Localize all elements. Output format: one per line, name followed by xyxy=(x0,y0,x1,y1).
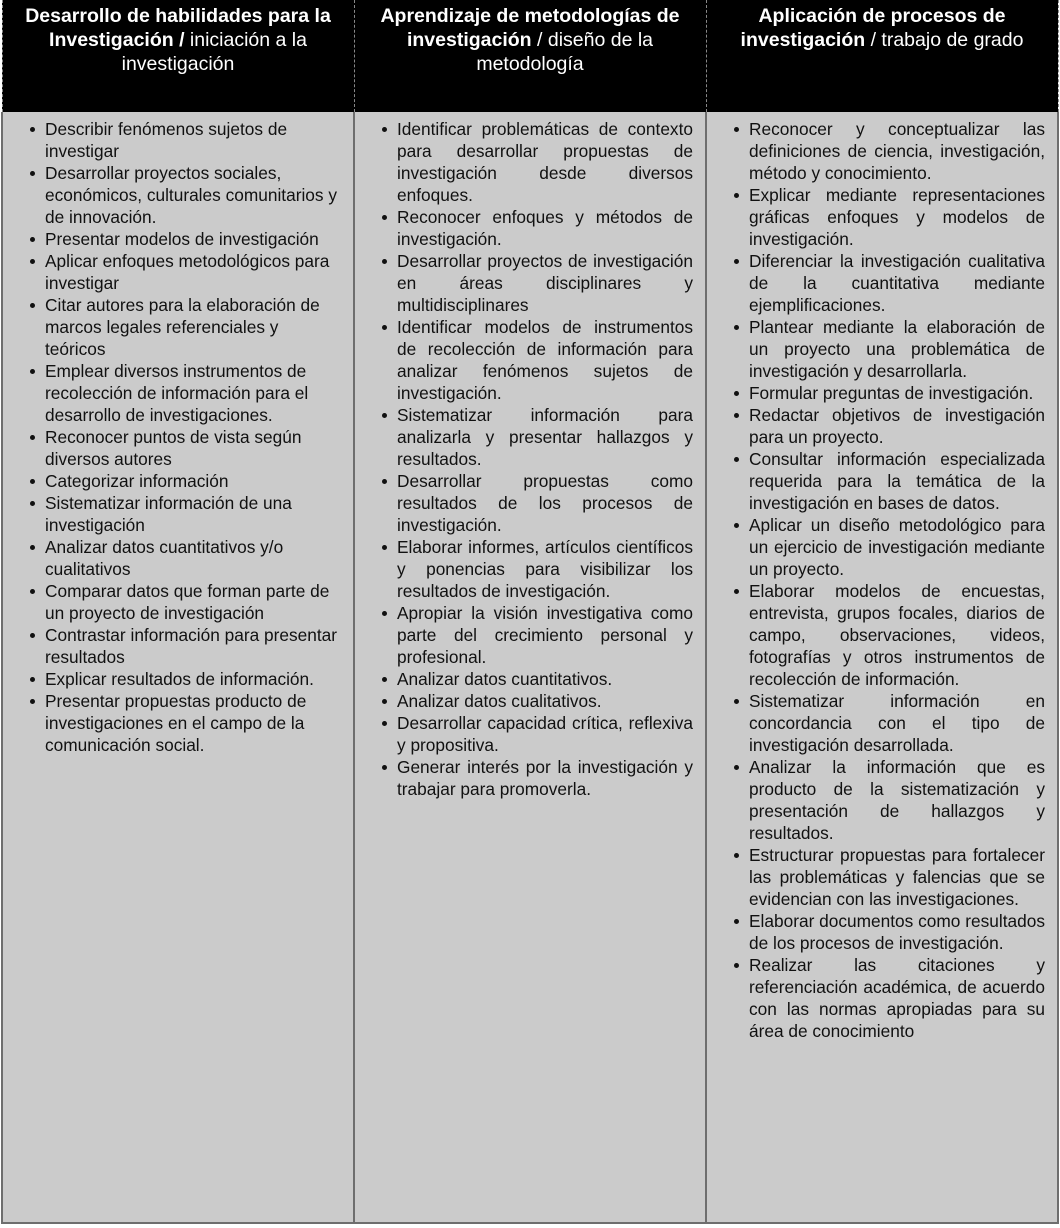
list-item: Reconocer puntos de vista según diversos autores xyxy=(45,426,341,470)
header-bold: Aplicación de procesos de investigación xyxy=(740,5,1006,51)
list-item: Sistematizar información en concordancia con el tipo de investigación desarrollada. xyxy=(749,691,1045,755)
list-item: Analizar datos cuantitativos y/o cualitativos xyxy=(45,536,341,580)
list-item: Analizar datos cuantitativos. xyxy=(397,668,693,690)
cell-col-3 xyxy=(706,112,1058,1223)
body-row xyxy=(2,112,1058,1223)
list-item: Contrastar información para presentar resultados xyxy=(45,624,341,668)
list-item: Elaborar documentos como resultados de los procesos de investigación. xyxy=(749,911,1045,953)
list-item: Redactar objetivos de investigación para un proyecto. xyxy=(749,405,1045,447)
list-item: Sistematizar información para analizarla y presentar hallazgos y resultados. xyxy=(397,405,693,469)
list-item: Explicar resultados de información. xyxy=(45,668,341,690)
header-col-3 xyxy=(706,0,1058,112)
header-col-2 xyxy=(354,0,706,112)
list-item: Generar interés por la investigación y trabajar para promoverla. xyxy=(397,757,693,799)
list-item: Sistematizar información de una investigación xyxy=(45,492,341,536)
list-item: Presentar propuestas producto de investigaciones en el campo de la comunicación social. xyxy=(45,690,341,756)
cell-col-1 xyxy=(2,112,354,1223)
header-normal: iniciación a la investigación xyxy=(121,29,307,75)
list-item: Diferenciar la investigación cualitativa de la cuantitativa mediante ejemplificaciones. xyxy=(749,251,1045,315)
list-item: Aplicar un diseño metodológico para un ejercicio de investigación mediante un proyecto. xyxy=(749,515,1045,579)
list-item: Apropiar la visión investigativa como parte del crecimiento personal y profesional. xyxy=(397,603,693,667)
cell-col-2 xyxy=(354,112,706,1223)
list-item: Explicar mediante representaciones gráficas enfoques y modelos de investigación. xyxy=(749,185,1045,249)
list-item: Aplicar enfoques metodológicos para investigar xyxy=(45,250,341,294)
list-item: Formular preguntas de investigación. xyxy=(749,382,1045,404)
list-item: Reconocer y conceptualizar las definiciones de ciencia, investigación, método y conocimiento. xyxy=(749,119,1045,183)
bullet-list xyxy=(717,118,1045,1042)
list-item: Identificar modelos de instrumentos de recolección de información para analizar fenómenos sujetos de investigación. xyxy=(397,317,693,403)
list-item: Plantear mediante la elaboración de un proyecto una problemática de investigación y desarrollarla. xyxy=(749,317,1045,381)
list-item: Presentar modelos de investigación xyxy=(45,228,341,250)
competencies-table xyxy=(1,0,1059,1224)
header-bold: Desarrollo de habilidades para la Investigación / xyxy=(25,5,331,51)
header-normal: / diseño de la metodología xyxy=(476,29,654,75)
list-item: Desarrollar proyectos sociales, económicos, culturales comunitarios y de innovación. xyxy=(45,162,341,228)
list-item: Elaborar modelos de encuestas, entrevista, grupos focales, diarios de campo, observaciones, videos, fotografías y otros instrumentos de recolección de información. xyxy=(749,581,1045,689)
list-item: Estructurar propuestas para fortalecer las problemáticas y falencias que se evidencian con las investigaciones. xyxy=(749,845,1045,909)
list-item: Emplear diversos instrumentos de recolección de información para el desarrollo de investigaciones. xyxy=(45,360,341,426)
header-normal: / trabajo de grado xyxy=(865,29,1024,51)
list-item: Desarrollar propuestas como resultados de los procesos de investigación. xyxy=(397,471,693,535)
list-item: Desarrollar capacidad crítica, reflexiva y propositiva. xyxy=(397,713,693,755)
list-item: Identificar problemáticas de contexto para desarrollar propuestas de investigación desde diversos enfoques. xyxy=(397,119,693,205)
list-item: Citar autores para la elaboración de marcos legales referenciales y teóricos xyxy=(45,294,341,360)
list-item: Comparar datos que forman parte de un proyecto de investigación xyxy=(45,580,341,624)
bullet-list xyxy=(365,118,693,800)
list-item: Analizar la información que es producto de la sistematización y presentación de hallazgos y resultados. xyxy=(749,757,1045,843)
list-item: Reconocer enfoques y métodos de investigación. xyxy=(397,207,693,249)
header-row xyxy=(2,0,1058,112)
header-bold: Aprendizaje de metodologías de investigación xyxy=(380,5,680,51)
list-item: Describir fenómenos sujetos de investigar xyxy=(45,118,341,162)
bullet-list xyxy=(13,118,341,756)
list-item: Realizar las citaciones y referenciación académica, de acuerdo con las normas apropiadas para su área de conocimiento xyxy=(749,955,1045,1041)
list-item: Desarrollar proyectos de investigación en áreas disciplinares y multidisciplinares xyxy=(397,251,693,315)
list-item: Elaborar informes, artículos científicos y ponencias para visibilizar los resultados de investigación. xyxy=(397,537,693,601)
list-item: Categorizar información xyxy=(45,470,341,492)
header-col-1 xyxy=(2,0,354,112)
list-item: Consultar información especializada requerida para la temática de la investigación en bases de datos. xyxy=(749,449,1045,513)
list-item: Analizar datos cualitativos. xyxy=(397,690,693,712)
